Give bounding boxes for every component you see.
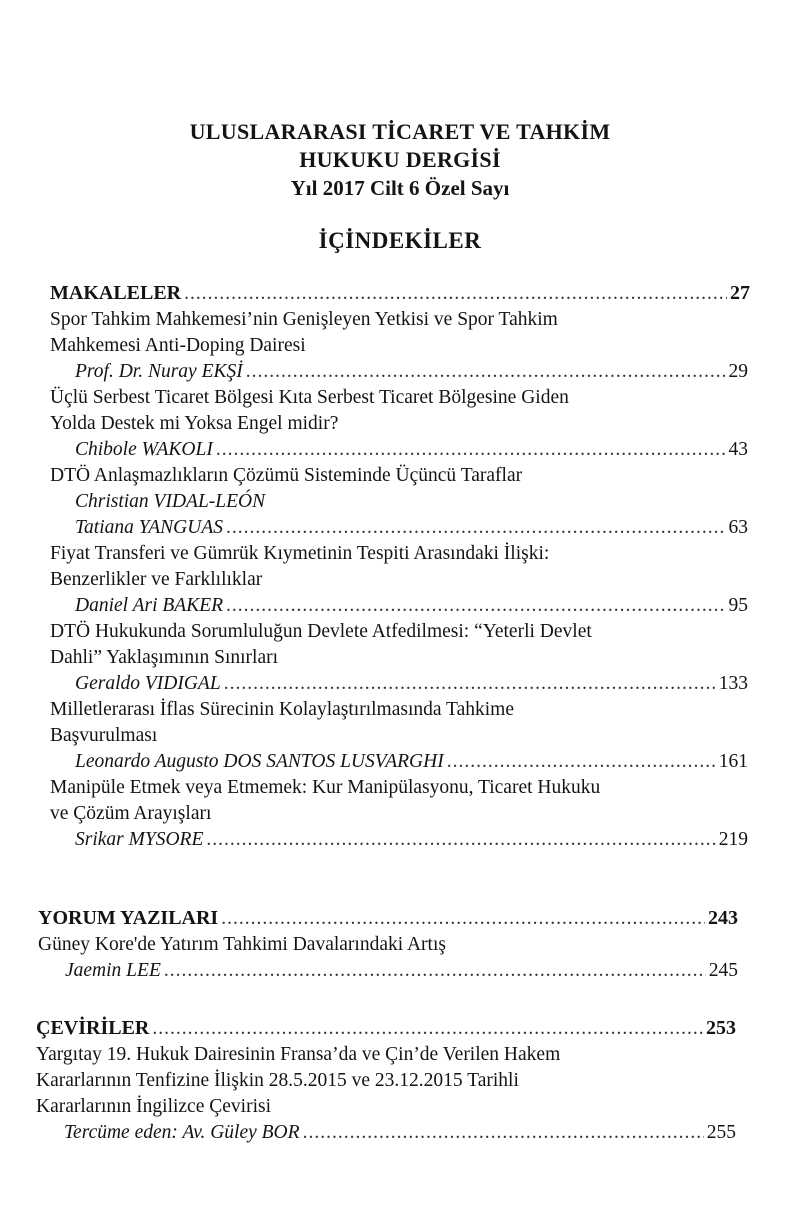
entry-author-label: Leonardo Augusto DOS SANTOS LUSVARGHI	[75, 751, 444, 772]
toc-entry	[0, 541, 800, 619]
section-heading-label: ÇEVİRİLER	[36, 1017, 150, 1039]
toc-section	[0, 1015, 800, 1146]
page-number: 133	[718, 673, 748, 694]
section-heading-row	[36, 1015, 736, 1042]
dot-leader	[226, 593, 725, 619]
page-number: 243	[708, 907, 738, 929]
page-number: 253	[706, 1017, 736, 1039]
entry-author-row	[75, 515, 748, 541]
page-number: 95	[728, 595, 748, 616]
dot-leader	[216, 437, 726, 463]
entry-author-label: Tatiana YANGUAS	[75, 517, 223, 538]
dot-leader	[184, 281, 727, 307]
entry-title-line: DTÖ Anlaşmazlıkların Çözümü Sisteminde Üçüncü Taraflar	[50, 465, 523, 486]
entry-author-label: Jaemin LEE	[65, 960, 161, 981]
toc-entry	[0, 775, 800, 853]
entry-title-line: Dahli” Yaklaşımının Sınırları	[50, 647, 279, 668]
entry-title-line: Başvurulması	[50, 725, 158, 746]
toc-entry	[0, 463, 800, 541]
entry-author-label: Daniel Ari BAKER	[75, 595, 224, 616]
entry-title-line: Fiyat Transferi ve Gümrük Kıymetinin Tespiti Arasındaki İlişki:	[50, 543, 550, 564]
dot-leader	[164, 958, 706, 984]
toc-section	[0, 280, 800, 853]
journal-header	[0, 118, 800, 202]
toc-entry	[0, 932, 800, 984]
entry-author-label: Tercüme eden: Av. Güley BOR	[64, 1122, 300, 1143]
entry-author-label: Geraldo VIDIGAL	[75, 673, 221, 694]
entry-title-line: ve Çözüm Arayışları	[50, 803, 212, 824]
entry-title-line: Spor Tahkim Mahkemesi’nin Genişleyen Yetkisi ve Spor Tahkim	[50, 309, 558, 330]
page-number: 255	[706, 1122, 736, 1143]
page-number: 43	[728, 439, 748, 460]
entry-author-row	[75, 359, 748, 385]
dot-leader	[206, 827, 715, 853]
entry-author-row	[75, 437, 748, 463]
entry-author-row	[75, 749, 748, 775]
dot-leader	[246, 359, 726, 385]
toc-section	[0, 905, 800, 984]
section-heading-row	[50, 280, 750, 307]
entry-author-row	[75, 593, 748, 619]
entry-title-line: Kararlarının İngilizce Çevirisi	[36, 1096, 271, 1117]
dot-leader	[152, 1016, 703, 1042]
entry-title-line: Mahkemesi Anti-Doping Dairesi	[50, 335, 306, 356]
entry-title-line: Yolda Destek mi Yoksa Engel midir?	[50, 413, 339, 434]
entry-title-line: DTÖ Hukukunda Sorumluluğun Devlete Atfedilmesi: “Yeterli Devlet	[50, 621, 592, 642]
page-number: 27	[730, 282, 750, 304]
dot-leader	[447, 749, 716, 775]
toc-entry	[0, 1042, 800, 1146]
entry-title-line: Benzerlikler ve Farklılıklar	[50, 569, 263, 590]
entry-author: Christian VIDAL-LEÓN	[75, 491, 266, 512]
dot-leader	[226, 515, 726, 541]
entry-author-row	[65, 958, 738, 984]
contents-title: İÇİNDEKİLER	[318, 228, 482, 253]
journal-title-line2: HUKUKU DERGİSİ	[299, 147, 501, 172]
entry-title-line: Güney Kore'de Yatırım Tahkimi Davalarındaki Artış	[38, 934, 446, 955]
section-heading-label: MAKALELER	[50, 282, 182, 304]
entry-title-line: Yargıtay 19. Hukuk Dairesinin Fransa’da ve Çin’de Verilen Hakem	[36, 1044, 561, 1065]
page-number: 245	[708, 960, 738, 981]
page-number: 29	[728, 361, 748, 382]
section-heading-label: YORUM YAZILARI	[38, 907, 219, 929]
dot-leader	[303, 1120, 704, 1146]
toc-entry	[0, 385, 800, 463]
page-number: 63	[728, 517, 748, 538]
entry-author-label: Srikar MYSORE	[75, 829, 204, 850]
page-number: 219	[718, 829, 748, 850]
toc-entry	[0, 619, 800, 697]
entry-author-row	[75, 671, 748, 697]
entry-title-line: Milletlerarası İflas Sürecinin Kolaylaştırılmasında Tahkime	[50, 699, 514, 720]
journal-issue: Yıl 2017 Cilt 6 Özel Sayı	[290, 176, 510, 200]
journal-title-line1: ULUSLARARASI TİCARET VE TAHKİM	[189, 119, 611, 144]
entry-title-line: Kararlarının Tenfizine İlişkin 28.5.2015 ve 23.12.2015 Tarihli	[36, 1070, 519, 1091]
dot-leader	[224, 671, 716, 697]
entry-title-line: Üçlü Serbest Ticaret Bölgesi Kıta Serbest Ticaret Bölgesine Giden	[50, 387, 569, 408]
entry-author-row	[75, 827, 748, 853]
toc-entry	[0, 697, 800, 775]
entry-author-label: Chibole WAKOLI	[75, 439, 213, 460]
page-number: 161	[718, 751, 748, 772]
section-heading-row	[38, 905, 738, 932]
entry-title-line: Manipüle Etmek veya Etmemek: Kur Manipülasyonu, Ticaret Hukuku	[50, 777, 601, 798]
entry-author-label: Prof. Dr. Nuray EKŞİ	[75, 361, 243, 382]
dot-leader	[221, 906, 705, 932]
toc-entry	[0, 307, 800, 385]
entry-author-row	[64, 1120, 736, 1146]
